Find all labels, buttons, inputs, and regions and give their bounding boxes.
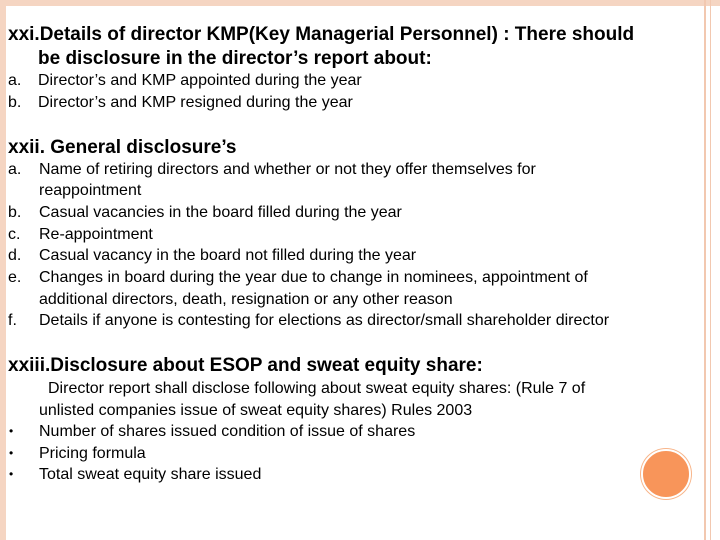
decorative-rule xyxy=(710,0,711,540)
intro-text-continuation: unlisted companies issue of sweat equity shares) Rules 2003 xyxy=(39,402,473,419)
bullet-item: Number of shares issued condition of issue of shares xyxy=(39,423,416,440)
list-item: Changes in board during the year due to change in nominees, appointment of xyxy=(39,269,588,286)
section-xxiii-heading: xxiii.Disclosure about ESOP and sweat equity share: xyxy=(8,355,483,376)
list-item-continuation: additional directors, death, resignation or any other reason xyxy=(39,291,453,308)
list-marker: e. xyxy=(8,269,22,286)
bullet-marker: • xyxy=(9,446,14,460)
list-marker: f. xyxy=(8,312,17,329)
section-xxi-heading-line1: xxi.Details of director KMP(Key Managerial Personnel) : There should xyxy=(8,24,635,45)
list-marker: a. xyxy=(8,72,22,89)
list-item: Name of retiring directors and whether or not they offer themselves for xyxy=(39,161,536,178)
list-item-continuation: reappointment xyxy=(39,182,142,199)
list-marker: b. xyxy=(8,204,22,221)
list-item: Details if anyone is contesting for elections as director/small shareholder director xyxy=(39,312,610,329)
list-marker: a. xyxy=(8,161,22,178)
bullet-item: Pricing formula xyxy=(39,445,146,462)
list-item: Re-appointment xyxy=(39,226,153,243)
list-marker: b. xyxy=(8,94,22,111)
section-xxii-heading: xxii. General disclosure’s xyxy=(8,137,237,158)
bullet-item: Total sweat equity share issued xyxy=(39,466,262,483)
decorative-circle xyxy=(641,449,691,499)
section-xxi-heading-line2: be disclosure in the director’s report about: xyxy=(38,48,432,69)
bullet-marker: • xyxy=(9,424,14,438)
list-item: Casual vacancies in the board filled during the year xyxy=(39,204,402,221)
bullet-marker: • xyxy=(9,467,14,481)
list-item: Casual vacancy in the board not filled during the year xyxy=(39,247,417,264)
list-item: Director’s and KMP appointed during the year xyxy=(38,72,362,89)
decorative-rule xyxy=(704,0,706,540)
list-marker: c. xyxy=(8,226,21,243)
list-item: Director’s and KMP resigned during the year xyxy=(38,94,353,111)
intro-text: Director report shall disclose following about sweat equity shares: (Rule 7 of xyxy=(48,380,586,397)
list-marker: d. xyxy=(8,247,22,264)
